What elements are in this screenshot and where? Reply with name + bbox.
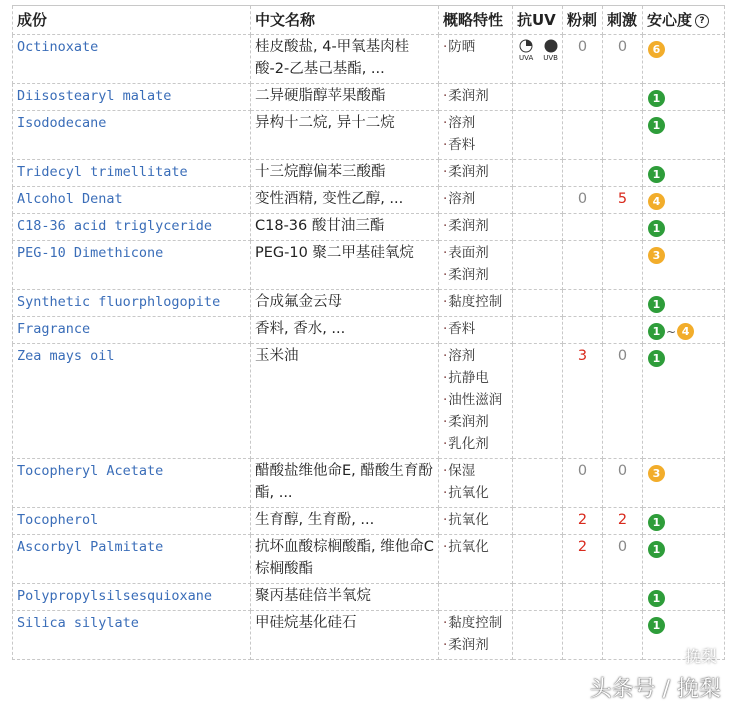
table-row: [13, 611, 725, 660]
uvb-full-icon: [544, 39, 558, 53]
function-cell: [439, 84, 513, 111]
function-tag: · 抗氧化: [443, 536, 508, 558]
safety-badge: 1: [648, 541, 665, 558]
ingredient-link[interactable]: PEG-10 Dimethicone: [13, 241, 251, 290]
watermark: 头条号 / 挽梨: [589, 677, 721, 702]
function-tag: · 表面剂: [443, 242, 508, 264]
header-chinese-name: 中文名称: [251, 6, 439, 35]
chinese-name-cell: 香料, 香水, ...: [251, 317, 439, 344]
function-cell: [439, 535, 513, 584]
safety-cell: [643, 187, 725, 214]
function-cell: [439, 459, 513, 508]
watermark-top: 挽梨: [684, 647, 717, 666]
safety-badge: 1: [648, 617, 665, 634]
function-tag: · 柔润剂: [443, 411, 508, 433]
acne-score: [563, 111, 603, 160]
safety-cell: [643, 344, 725, 459]
acne-score: [563, 84, 603, 111]
uv-cell: [513, 290, 563, 317]
chinese-name-cell: 聚丙基硅倍半氧烷: [251, 584, 439, 611]
irritation-score: 5: [603, 187, 643, 214]
safety-badge: 4: [677, 323, 694, 340]
table-row: [13, 35, 725, 84]
safety-cell: [643, 84, 725, 111]
table-row: [13, 290, 725, 317]
function-tag: · 溶剂: [443, 112, 508, 134]
uv-cell: [513, 344, 563, 459]
safety-cell: [643, 584, 725, 611]
ingredient-link[interactable]: Tocopherol: [13, 508, 251, 535]
table-row: [13, 241, 725, 290]
ingredient-link[interactable]: Tridecyl trimellitate: [13, 160, 251, 187]
header-irritation: 刺激: [603, 6, 643, 35]
uva-indicator: [519, 39, 533, 62]
uv-cell: [513, 35, 563, 84]
safety-badge: 3: [648, 247, 665, 264]
uv-cell: [513, 187, 563, 214]
function-tag: · 柔润剂: [443, 634, 508, 656]
uv-cell: [513, 508, 563, 535]
safety-badge: 1: [648, 590, 665, 607]
header-function: 概略特性: [439, 6, 513, 35]
irritation-score: 0: [603, 535, 643, 584]
ingredient-link[interactable]: Synthetic fluorphlogopite: [13, 290, 251, 317]
ingredient-link[interactable]: Tocopheryl Acetate: [13, 459, 251, 508]
uv-cell: [513, 535, 563, 584]
function-tag: · 柔润剂: [443, 215, 508, 237]
header-safety-label: 安心度: [647, 11, 693, 29]
function-cell: [439, 214, 513, 241]
chinese-name-cell: 玉米油: [251, 344, 439, 459]
table-row: [13, 535, 725, 584]
ingredient-link[interactable]: Polypropylsilsesquioxane: [13, 584, 251, 611]
chinese-name-cell: 桂皮酸盐, 4-甲氧基肉桂酸-2-乙基己基酯, ...: [251, 35, 439, 84]
function-tag: · 溶剂: [443, 188, 508, 210]
function-cell: [439, 344, 513, 459]
irritation-score: 0: [603, 459, 643, 508]
chinese-name-cell: C18-36 酸甘油三酯: [251, 214, 439, 241]
ingredient-link[interactable]: Isododecane: [13, 111, 251, 160]
uv-cell: [513, 111, 563, 160]
safety-badge: 1: [648, 166, 665, 183]
uv-cell: [513, 317, 563, 344]
chinese-name-cell: 异构十二烷, 异十二烷: [251, 111, 439, 160]
acne-score: [563, 160, 603, 187]
safety-badge: 1: [648, 323, 665, 340]
safety-cell: [643, 317, 725, 344]
function-tag: · 抗氧化: [443, 509, 508, 531]
safety-cell: [643, 459, 725, 508]
function-cell: [439, 290, 513, 317]
chinese-name-cell: 二异硬脂醇苹果酸酯: [251, 84, 439, 111]
function-cell: [439, 160, 513, 187]
safety-cell: [643, 290, 725, 317]
table-row: [13, 344, 725, 459]
acne-score: [563, 241, 603, 290]
safety-cell: [643, 241, 725, 290]
function-cell: [439, 508, 513, 535]
irritation-score: [603, 111, 643, 160]
ingredient-link[interactable]: Silica silylate: [13, 611, 251, 660]
header-acne: 粉刺: [563, 6, 603, 35]
table-row: [13, 187, 725, 214]
function-cell: [439, 317, 513, 344]
uvb-label: UVB: [543, 54, 558, 62]
chinese-name-cell: PEG-10 聚二甲基硅氧烷: [251, 241, 439, 290]
ingredient-link[interactable]: Diisostearyl malate: [13, 84, 251, 111]
header-ingredient: 成份: [13, 6, 251, 35]
acne-score: [563, 214, 603, 241]
safety-badge: 1: [648, 350, 665, 367]
function-cell: [439, 611, 513, 660]
safety-cell: [643, 160, 725, 187]
irritation-score: [603, 214, 643, 241]
function-tag: · 柔润剂: [443, 264, 508, 286]
function-tag: · 抗氧化: [443, 482, 508, 504]
safety-cell: [643, 214, 725, 241]
safety-badge: 1: [648, 296, 665, 313]
uv-cell: [513, 584, 563, 611]
function-tag: · 防晒: [443, 36, 508, 58]
acne-score: 0: [563, 35, 603, 84]
function-cell: [439, 241, 513, 290]
irritation-score: [603, 317, 643, 344]
ingredient-link[interactable]: Fragrance: [13, 317, 251, 344]
ingredient-link[interactable]: Alcohol Denat: [13, 187, 251, 214]
chinese-name-cell: 十三烷醇偏苯三酸酯: [251, 160, 439, 187]
irritation-score: [603, 241, 643, 290]
chinese-name-cell: 生育醇, 生育酚, ...: [251, 508, 439, 535]
table-row: [13, 584, 725, 611]
acne-score: 3: [563, 344, 603, 459]
header-safety: [643, 6, 725, 35]
function-tag: · 溶剂: [443, 345, 508, 367]
function-tag: · 黏度控制: [443, 612, 508, 634]
safety-badge: 1: [648, 117, 665, 134]
acne-score: [563, 317, 603, 344]
uva-label: UVA: [519, 54, 534, 62]
function-tag: · 香料: [443, 318, 508, 340]
uv-cell: [513, 214, 563, 241]
help-icon[interactable]: ?: [695, 14, 709, 28]
irritation-score: [603, 611, 643, 660]
uv-cell: [513, 84, 563, 111]
chinese-name-cell: 甲硅烷基化硅石: [251, 611, 439, 660]
irritation-score: [603, 160, 643, 187]
safety-cell: [643, 111, 725, 160]
function-tag: · 香料: [443, 134, 508, 156]
function-cell: [439, 584, 513, 611]
function-cell: [439, 35, 513, 84]
acne-score: 0: [563, 187, 603, 214]
safety-badge: 1: [648, 514, 665, 531]
uv-cell: [513, 160, 563, 187]
acne-score: [563, 611, 603, 660]
table-row: [13, 317, 725, 344]
function-tag: · 乳化剂: [443, 433, 508, 455]
table-row: [13, 111, 725, 160]
ingredient-link[interactable]: Octinoxate: [13, 35, 251, 84]
chinese-name-cell: 抗坏血酸棕榈酸酯, 维他命C棕榈酸酯: [251, 535, 439, 584]
chinese-name-cell: 合成氟金云母: [251, 290, 439, 317]
range-tilde: ~: [666, 324, 677, 339]
irritation-score: [603, 84, 643, 111]
irritation-score: 0: [603, 35, 643, 84]
irritation-score: [603, 584, 643, 611]
function-cell: [439, 187, 513, 214]
function-tag: · 油性滋润: [443, 389, 508, 411]
safety-badge: 1: [648, 90, 665, 107]
acne-score: 2: [563, 535, 603, 584]
acne-score: 0: [563, 459, 603, 508]
table-row: [13, 214, 725, 241]
safety-badge: 3: [648, 465, 665, 482]
safety-badge: 4: [648, 193, 665, 210]
function-tag: · 柔润剂: [443, 161, 508, 183]
function-tag: · 黏度控制: [443, 291, 508, 313]
safety-badge: 1: [648, 220, 665, 237]
table-row: [13, 508, 725, 535]
uv-cell: [513, 241, 563, 290]
ingredient-table: [12, 5, 725, 660]
irritation-score: 0: [603, 344, 643, 459]
acne-score: [563, 290, 603, 317]
function-tag: · 保湿: [443, 460, 508, 482]
table-row: [13, 459, 725, 508]
irritation-score: 2: [603, 508, 643, 535]
table-row: [13, 84, 725, 111]
ingredient-link[interactable]: Zea mays oil: [13, 344, 251, 459]
safety-cell: [643, 35, 725, 84]
table-row: [13, 160, 725, 187]
irritation-score: [603, 290, 643, 317]
function-cell: [439, 111, 513, 160]
ingredient-link[interactable]: Ascorbyl Palmitate: [13, 535, 251, 584]
safety-cell: [643, 535, 725, 584]
safety-cell: [643, 508, 725, 535]
header-uv: 抗UV: [513, 6, 563, 35]
uvb-indicator: [543, 39, 558, 62]
uv-cell: [513, 611, 563, 660]
chinese-name-cell: 醋酸盐维他命E, 醋酸生育酚酯, ...: [251, 459, 439, 508]
uv-cell: [513, 459, 563, 508]
function-tag: · 抗静电: [443, 367, 508, 389]
table-header-row: [13, 6, 725, 35]
chinese-name-cell: 变性酒精, 变性乙醇, ...: [251, 187, 439, 214]
safety-badge: 6: [648, 41, 665, 58]
acne-score: 2: [563, 508, 603, 535]
acne-score: [563, 584, 603, 611]
function-tag: · 柔润剂: [443, 85, 508, 107]
uva-partial-icon: [519, 39, 533, 53]
ingredient-link[interactable]: C18-36 acid triglyceride: [13, 214, 251, 241]
